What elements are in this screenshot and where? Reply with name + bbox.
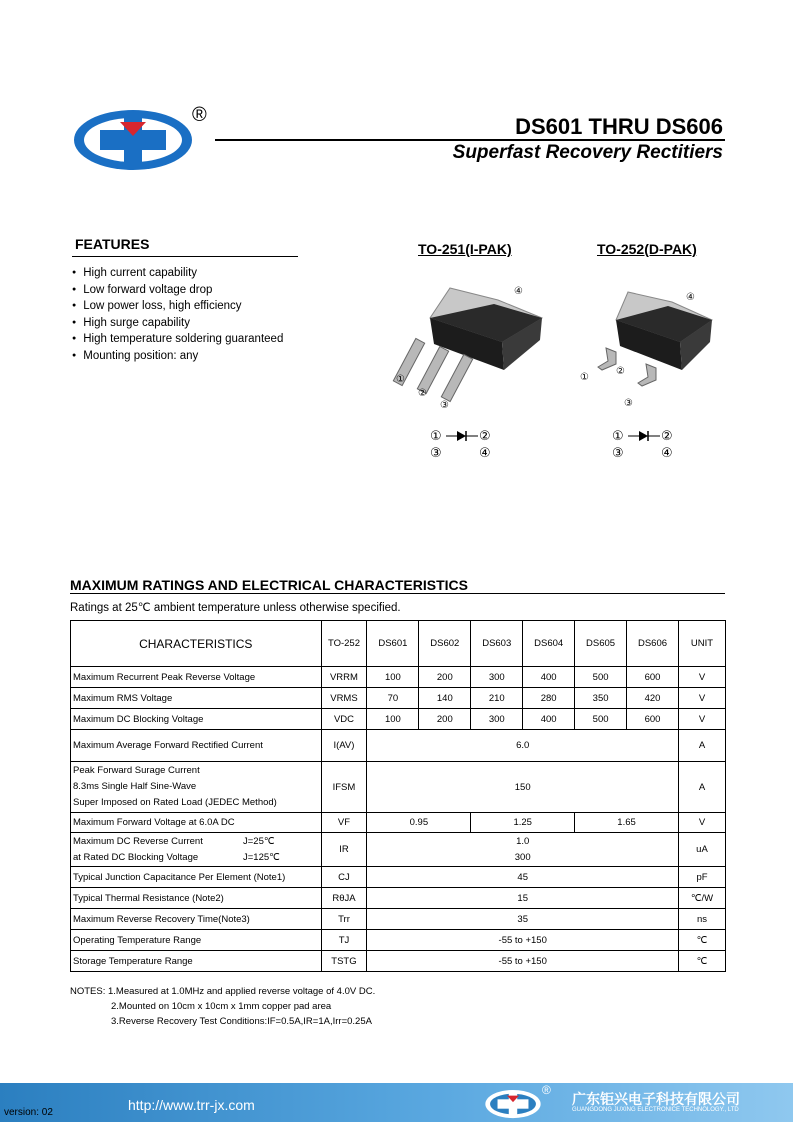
pin4-label: ④ <box>686 292 695 303</box>
feature-item: ● Low power loss, high efficiency <box>72 298 283 315</box>
row-value: 600 <box>627 667 679 688</box>
row-value: 200 <box>419 667 471 688</box>
row-value <box>367 833 679 867</box>
notes <box>70 984 375 1029</box>
header-package: TO-252 <box>321 621 367 667</box>
pin3-label: ③ <box>430 446 442 460</box>
dpak-package-image <box>576 286 716 416</box>
table-row <box>71 667 726 688</box>
row-symbol: VRRM <box>321 667 367 688</box>
row-unit: A <box>678 762 725 813</box>
ipak-package-image <box>390 278 550 418</box>
row-label-line: Super Imposed on Rated Load (JEDEC Method) <box>73 797 277 808</box>
pin1-label: ① <box>430 429 442 444</box>
features-rule <box>72 256 298 257</box>
features-heading: FEATURES <box>75 236 150 252</box>
table-header-row <box>71 621 726 667</box>
row-label: Maximum Recurrent Peak Reverse Voltage <box>71 667 322 688</box>
table-row <box>71 709 726 730</box>
header-part: DS603 <box>471 621 523 667</box>
feature-item: ● High current capability <box>72 265 283 282</box>
version-label: version: 02 <box>4 1107 53 1118</box>
row-symbol: VF <box>321 813 367 833</box>
row-value: -55 to +150 <box>367 930 679 951</box>
diode-symbol-ipak <box>430 428 494 460</box>
table-row <box>71 813 726 833</box>
pin4-label: ④ <box>479 446 491 460</box>
row-symbol: VRMS <box>321 688 367 709</box>
ratings-subheading: Ratings at 25℃ ambient temperature unless otherwise specified. <box>70 602 401 614</box>
table-row <box>71 951 726 972</box>
row-unit: ℃/W <box>678 888 725 909</box>
pin3-label: ③ <box>624 398 633 409</box>
row-symbol: TSTG <box>321 951 367 972</box>
pin1-label: ① <box>612 429 624 444</box>
pin4-label: ④ <box>514 286 523 297</box>
header-part: DS606 <box>627 621 679 667</box>
row-value-line: 300 <box>514 851 531 863</box>
row-value: 1.25 <box>471 813 575 833</box>
company-logo <box>72 108 194 172</box>
row-value: 400 <box>523 667 575 688</box>
row-symbol: TJ <box>321 930 367 951</box>
feature-item: ● Mounting position: any <box>72 348 283 365</box>
header-characteristics: CHARACTERISTICS <box>71 621 322 667</box>
website-link[interactable]: http://www.trr-jx.com <box>128 1097 255 1113</box>
row-label-line: 8.3ms Single Half Sine-Wave <box>73 781 197 792</box>
row-value: 350 <box>575 688 627 709</box>
pin2-label: ② <box>616 366 625 377</box>
row-value: 0.95 <box>367 813 471 833</box>
pin1-label: ① <box>580 372 589 383</box>
row-unit: V <box>678 667 725 688</box>
row-unit: A <box>678 730 725 762</box>
row-unit: V <box>678 688 725 709</box>
row-symbol: RθJA <box>321 888 367 909</box>
row-label: Maximum Forward Voltage at 6.0A DC <box>71 813 322 833</box>
row-unit: pF <box>678 867 725 888</box>
row-value: 500 <box>575 709 627 730</box>
header-part: DS601 <box>367 621 419 667</box>
header-part: DS605 <box>575 621 627 667</box>
row-label: Maximum DC Blocking Voltage <box>71 709 322 730</box>
row-value: 200 <box>419 709 471 730</box>
row-value: 400 <box>523 709 575 730</box>
condition-label: J=25℃ <box>243 835 275 847</box>
diode-symbol-dpak <box>612 428 676 460</box>
row-value: 35 <box>367 909 679 930</box>
row-label-line: Maximum DC Reverse Current <box>73 835 203 847</box>
package-title-dpak: TO-252(D-PAK) <box>597 241 697 257</box>
feature-item: ● High temperature soldering guaranteed <box>72 331 283 348</box>
row-unit: ns <box>678 909 725 930</box>
table-row <box>71 930 726 951</box>
row-value: 15 <box>367 888 679 909</box>
note-3: 3.Reverse Recovery Test Conditions:IF=0.5A,IR=1A,Irr=0.25A <box>111 1016 372 1027</box>
row-symbol: CJ <box>321 867 367 888</box>
row-symbol: Trr <box>321 909 367 930</box>
characteristics-table <box>70 620 726 972</box>
row-label: Maximum Reverse Recovery Time(Note3) <box>71 909 322 930</box>
row-unit: V <box>678 813 725 833</box>
note-1: NOTES: 1.Measured at 1.0MHz and applied reverse voltage of 4.0V DC. <box>70 986 376 997</box>
page-title: DS601 THRU DS606 <box>515 114 723 139</box>
row-label: Maximum Average Forward Rectified Current <box>71 730 322 762</box>
row-value: 300 <box>471 667 523 688</box>
pin3-label: ③ <box>612 446 624 460</box>
row-label <box>71 833 322 867</box>
row-symbol: VDC <box>321 709 367 730</box>
row-label: Maximum RMS Voltage <box>71 688 322 709</box>
row-value: 1.65 <box>575 813 679 833</box>
row-value: 150 <box>367 762 679 813</box>
row-value: 600 <box>627 709 679 730</box>
feature-item: ● High surge capability <box>72 315 283 332</box>
row-label <box>71 762 322 813</box>
row-value: 70 <box>367 688 419 709</box>
table-row <box>71 888 726 909</box>
page-subtitle: Superfast Recovery Rectitiers <box>452 142 723 163</box>
row-unit: uA <box>678 833 725 867</box>
row-label: Operating Temperature Range <box>71 930 322 951</box>
table-row <box>71 688 726 709</box>
company-name-en: GUANGDONG JUXING ELECTRONICE TECHNOLOGY., LTD <box>572 1107 739 1113</box>
row-value: 500 <box>575 667 627 688</box>
row-label-line: Peak Forward Surage Current <box>73 765 200 776</box>
pin2-label: ② <box>661 429 673 444</box>
row-value: 280 <box>523 688 575 709</box>
registered-mark: ® <box>192 104 207 126</box>
pin2-label: ② <box>479 429 491 444</box>
footer-registered-mark: ® <box>542 1083 551 1097</box>
row-value: 45 <box>367 867 679 888</box>
pin1-label: ① <box>396 374 405 385</box>
row-value: 300 <box>471 709 523 730</box>
row-value: 100 <box>367 709 419 730</box>
condition-label: J=125℃ <box>243 851 280 863</box>
row-unit: ℃ <box>678 930 725 951</box>
header-part: DS602 <box>419 621 471 667</box>
table-row <box>71 833 726 867</box>
row-value: 100 <box>367 667 419 688</box>
pin4-label: ④ <box>661 446 673 460</box>
ratings-heading: MAXIMUM RATINGS AND ELECTRICAL CHARACTERISTICS <box>70 577 468 593</box>
row-value: 140 <box>419 688 471 709</box>
row-value: 420 <box>627 688 679 709</box>
pin2-label: ② <box>418 388 427 399</box>
table-row <box>71 730 726 762</box>
row-label: Typical Thermal Resistance (Note2) <box>71 888 322 909</box>
note-2: 2.Mounted on 10cm x 10cm x 1mm copper pad area <box>111 1001 332 1012</box>
table-row <box>71 867 726 888</box>
row-label-line: at Rated DC Blocking Voltage <box>73 851 199 863</box>
footer-bar <box>0 1083 793 1122</box>
ratings-rule <box>70 593 725 594</box>
feature-item: ● Low forward voltage drop <box>72 282 283 299</box>
package-title-ipak: TO-251(I-PAK) <box>418 241 512 257</box>
row-unit: ℃ <box>678 951 725 972</box>
table-row <box>71 762 726 813</box>
features-list <box>72 265 283 365</box>
header-unit: UNIT <box>678 621 725 667</box>
table-row <box>71 909 726 930</box>
row-value: 6.0 <box>367 730 679 762</box>
row-symbol: IFSM <box>321 762 367 813</box>
row-label: Storage Temperature Range <box>71 951 322 972</box>
header-part: DS604 <box>523 621 575 667</box>
row-value: -55 to +150 <box>367 951 679 972</box>
row-symbol: IR <box>321 833 367 867</box>
pin3-label: ③ <box>440 400 449 411</box>
row-unit: V <box>678 709 725 730</box>
row-symbol: I(AV) <box>321 730 367 762</box>
row-value: 210 <box>471 688 523 709</box>
company-name-cn: 广东钜兴电子科技有限公司 <box>572 1091 740 1107</box>
row-label: Typical Junction Capacitance Per Element (Note1) <box>71 867 322 888</box>
row-value-line: 1.0 <box>516 835 530 847</box>
footer-logo <box>482 1089 544 1119</box>
